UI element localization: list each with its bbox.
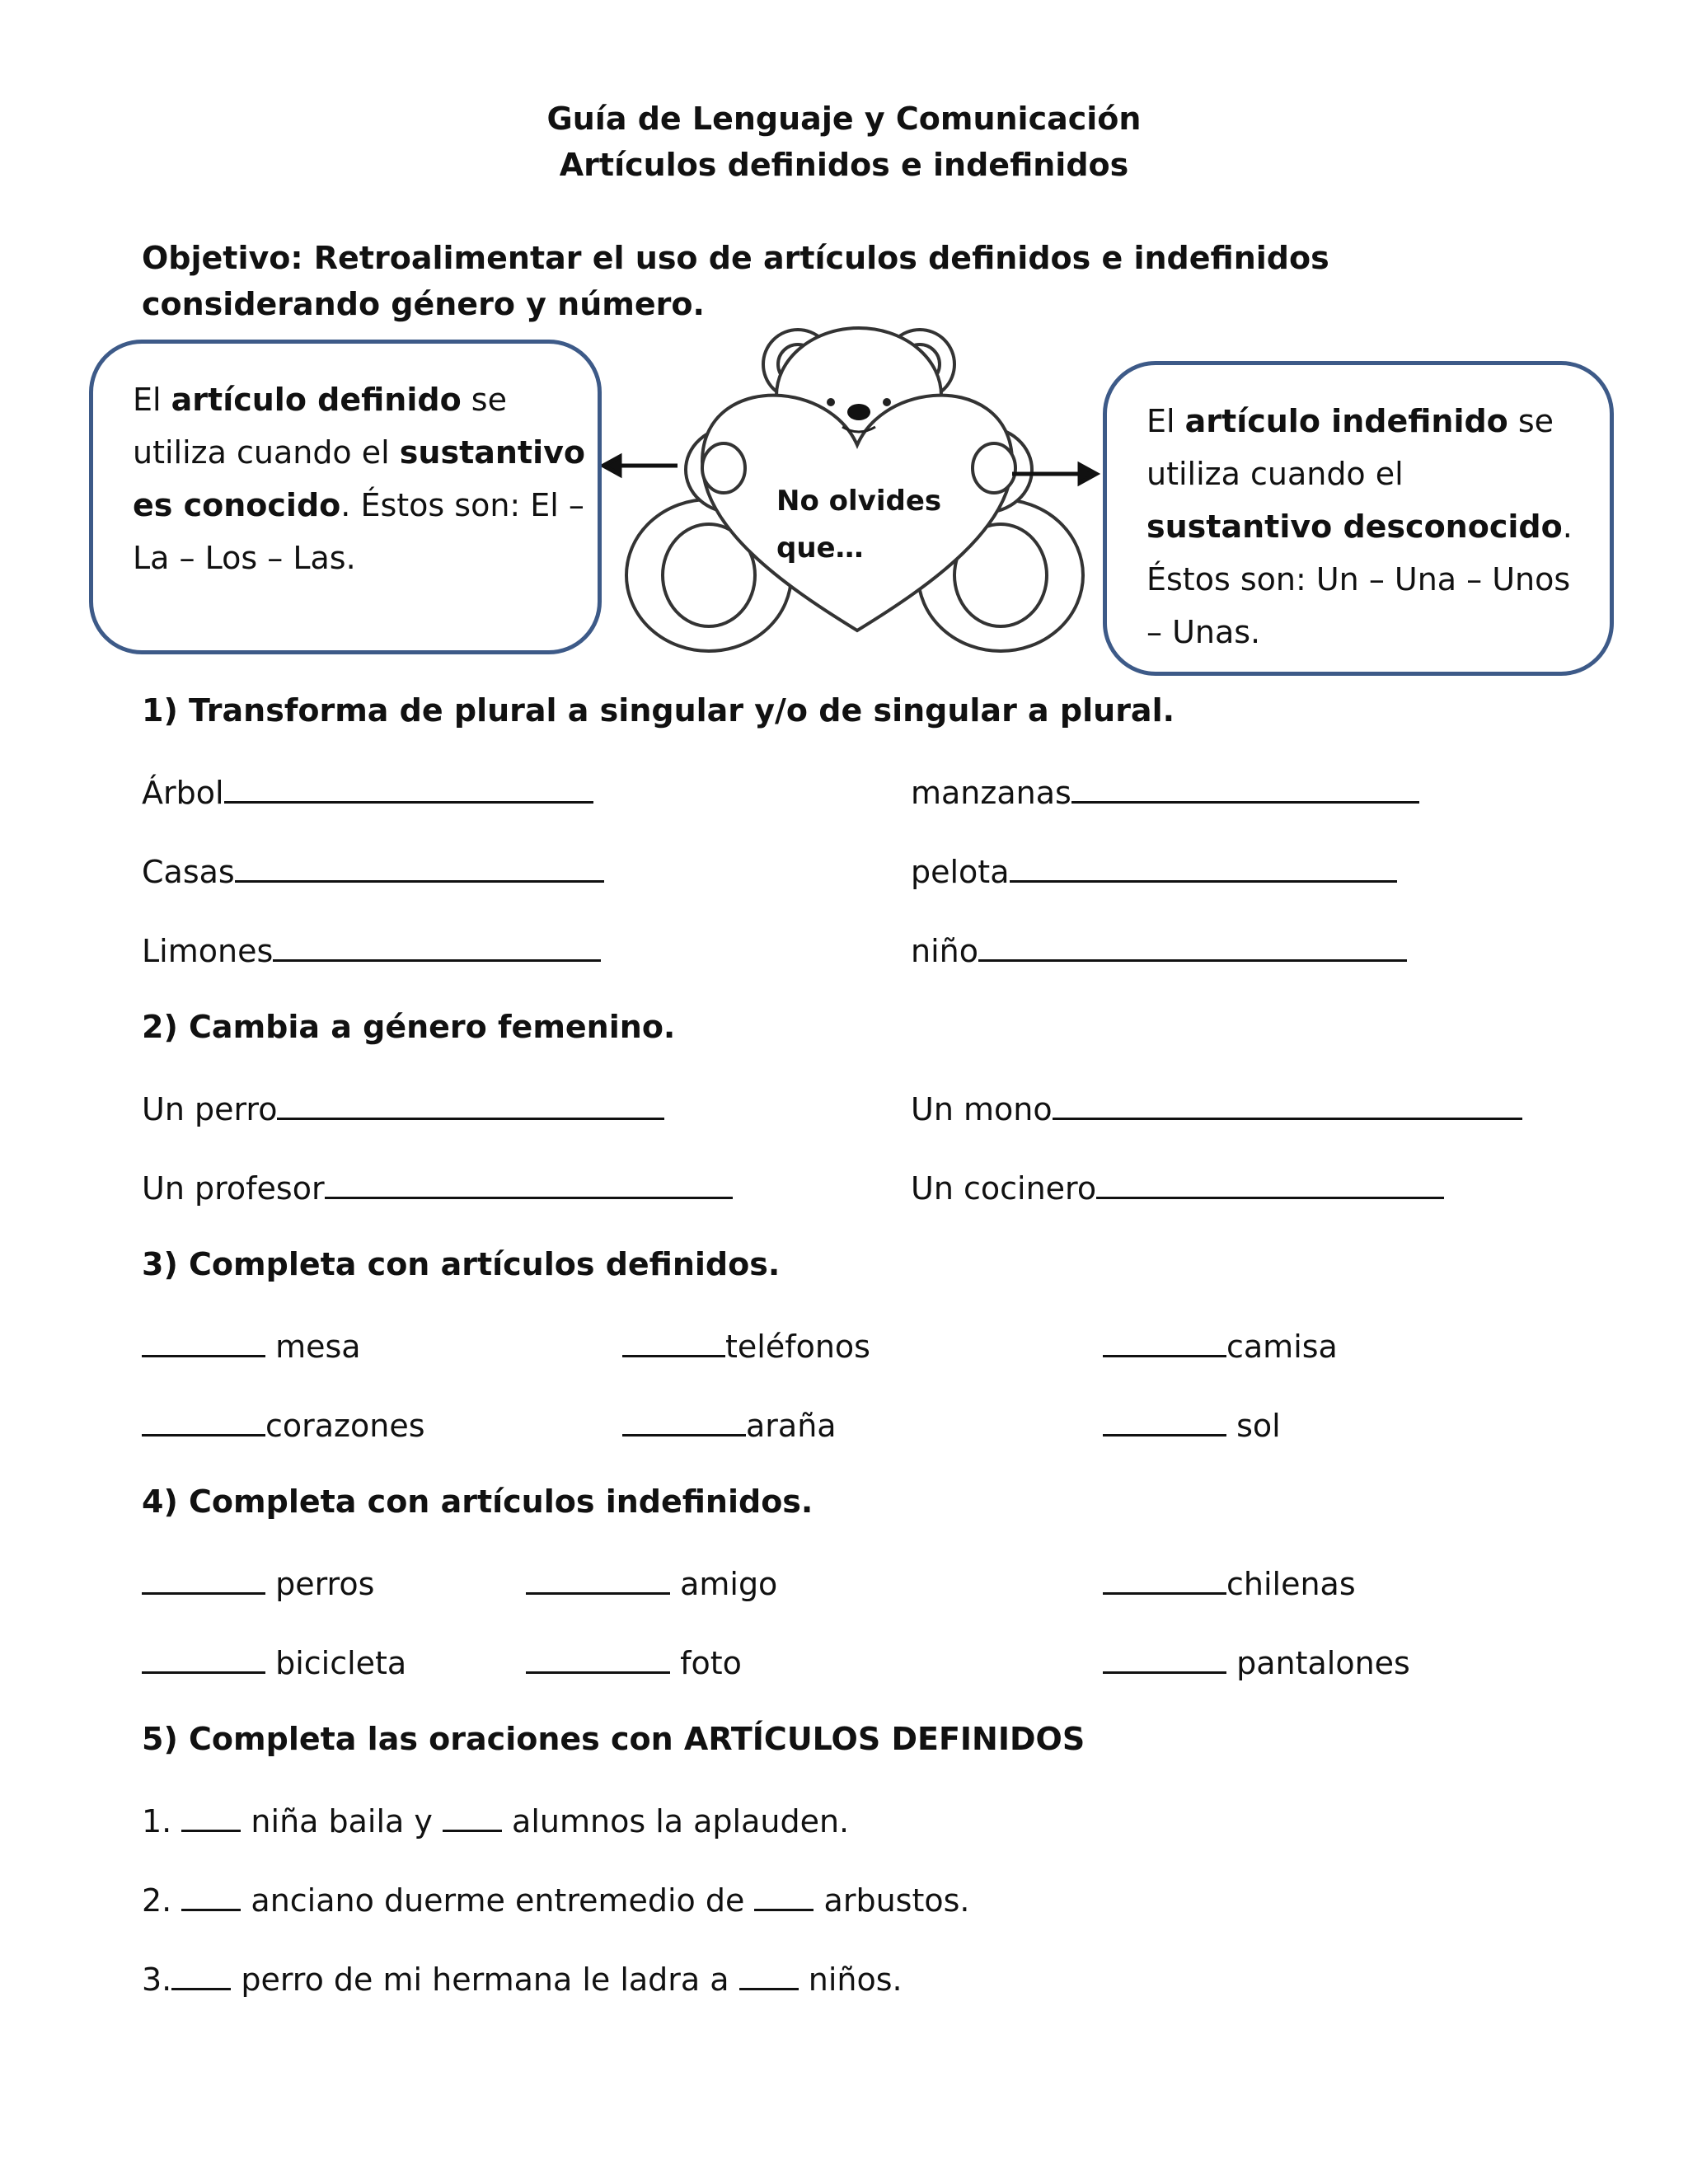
- indefinite-article-text: [1146, 395, 1596, 658]
- sentence-text: perro de mi hermana le ladra a: [231, 1961, 739, 1998]
- item-word: pelota: [911, 854, 1010, 890]
- answer-blank[interactable]: [181, 1800, 241, 1832]
- section-5-heading: 5) Completa las oraciones con ARTÍCULOS DEFINIDOS: [142, 1721, 1085, 1757]
- exercise-item: [142, 1642, 406, 1681]
- indefinite-article-box: [1103, 361, 1614, 676]
- answer-blank[interactable]: [224, 771, 593, 804]
- bear-text-line2: que…: [776, 532, 864, 565]
- sentence-text: alumnos la aplauden.: [501, 1803, 850, 1840]
- answer-blank[interactable]: [754, 1879, 814, 1911]
- item-word: mesa: [265, 1329, 361, 1365]
- answer-blank[interactable]: [1103, 1404, 1226, 1436]
- exercise-item: [911, 771, 1419, 811]
- sentence-item: [142, 1879, 970, 1919]
- item-word: pantalones: [1226, 1645, 1410, 1681]
- box-text-part: El: [133, 382, 171, 418]
- sentence-number: 1.: [142, 1803, 182, 1840]
- item-word: foto: [670, 1645, 742, 1681]
- exercise-item: [142, 1167, 733, 1207]
- item-word: Árbol: [142, 775, 224, 811]
- exercise-item: [911, 930, 1407, 969]
- item-word: niño: [911, 933, 978, 969]
- page-title: Guía de Lenguaje y Comunicación: [546, 101, 1142, 137]
- item-word: camisa: [1226, 1329, 1338, 1365]
- bear-eye-left-icon: [827, 398, 835, 406]
- bear-text-line1: No olvides: [776, 485, 942, 518]
- box-text-part: se utiliza cuando el: [1146, 403, 1554, 492]
- objective-text: Objetivo: Retroalimentar el uso de artículos definidos e indefinidos considerando género y número.: [142, 240, 1329, 322]
- item-word: Un profesor: [142, 1170, 325, 1207]
- exercise-item: [142, 851, 604, 890]
- answer-blank[interactable]: [277, 1088, 664, 1120]
- box-text-part: . Éstos son: El – La – Los – Las.: [133, 487, 584, 576]
- answer-blank[interactable]: [622, 1404, 746, 1436]
- definite-article-text: [133, 373, 594, 584]
- answer-blank[interactable]: [526, 1642, 670, 1674]
- answer-blank[interactable]: [1103, 1325, 1226, 1357]
- exercise-item: [1103, 1404, 1281, 1444]
- bear-eye-right-icon: [883, 398, 891, 406]
- exercise-item: [142, 1404, 425, 1444]
- item-word: manzanas: [911, 775, 1071, 811]
- item-word: perros: [265, 1566, 375, 1602]
- exercise-item: [911, 1088, 1522, 1127]
- exercise-item: [1103, 1642, 1410, 1681]
- exercise-item: [142, 771, 593, 811]
- box-text-part: se utiliza cuando el: [133, 382, 507, 471]
- item-word: Casas: [142, 854, 235, 890]
- answer-blank[interactable]: [1053, 1088, 1522, 1120]
- answer-blank[interactable]: [978, 930, 1407, 962]
- answer-blank[interactable]: [622, 1325, 725, 1357]
- answer-blank[interactable]: [142, 1404, 265, 1436]
- arrow-left-icon: [603, 457, 620, 475]
- exercise-item: [622, 1404, 837, 1444]
- answer-blank[interactable]: [235, 851, 604, 883]
- exercise-item: [911, 1167, 1444, 1207]
- box-text-bold: artículo definido: [171, 382, 462, 418]
- answer-blank[interactable]: [325, 1167, 733, 1199]
- exercise-item: [1103, 1563, 1356, 1602]
- exercise-item: [142, 930, 601, 969]
- box-text-part: El: [1146, 403, 1185, 439]
- box-text-bold: sustantivo desconocido: [1146, 509, 1563, 545]
- answer-blank[interactable]: [526, 1563, 670, 1595]
- item-word: corazones: [265, 1408, 425, 1444]
- answer-blank[interactable]: [443, 1800, 502, 1832]
- section-4-heading: 4) Completa con artículos indefinidos.: [142, 1483, 814, 1520]
- exercise-item: [526, 1642, 742, 1681]
- sentence-number: 2.: [142, 1882, 182, 1919]
- answer-blank[interactable]: [273, 930, 601, 962]
- sentence-text: arbustos.: [814, 1882, 970, 1919]
- answer-blank[interactable]: [171, 1958, 231, 1990]
- answer-blank[interactable]: [1010, 851, 1397, 883]
- sentence-number: 3.: [142, 1961, 172, 1998]
- answer-blank[interactable]: [1096, 1167, 1444, 1199]
- section-3-heading: 3) Completa con artículos definidos.: [142, 1246, 781, 1282]
- page-subtitle: Artículos definidos e indefinidos: [559, 147, 1129, 183]
- exercise-item: [911, 851, 1397, 890]
- exercise-item: [622, 1325, 870, 1365]
- answer-blank[interactable]: [142, 1563, 265, 1595]
- sentence-text: niños.: [798, 1961, 903, 1998]
- box-text-part: . Éstos son: Un – Una – Unos – Unas.: [1146, 509, 1573, 650]
- exercise-item: [142, 1088, 664, 1127]
- sentence-item: [142, 1958, 903, 1998]
- exercise-item: [1103, 1325, 1338, 1365]
- answer-blank[interactable]: [1071, 771, 1419, 804]
- arrow-right-icon: [1080, 465, 1096, 483]
- item-word: Un cocinero: [911, 1170, 1097, 1207]
- section-1-heading: 1) Transforma de plural a singular y/o de singular a plural.: [142, 692, 1175, 729]
- sentence-text: anciano duerme entremedio de: [241, 1882, 755, 1919]
- exercise-item: [142, 1563, 374, 1602]
- item-word: sol: [1226, 1408, 1281, 1444]
- answer-blank[interactable]: [142, 1642, 265, 1674]
- sentence-text: niña baila y: [241, 1803, 443, 1840]
- item-word: teléfonos: [725, 1329, 870, 1365]
- exercise-item: [142, 1325, 361, 1365]
- item-word: Limones: [142, 933, 274, 969]
- answer-blank[interactable]: [142, 1325, 265, 1357]
- section-2-heading: 2) Cambia a género femenino.: [142, 1009, 676, 1045]
- item-word: amigo: [670, 1566, 778, 1602]
- item-word: bicicleta: [265, 1645, 407, 1681]
- item-word: chilenas: [1226, 1566, 1356, 1602]
- answer-blank[interactable]: [181, 1879, 241, 1911]
- bear-nose-icon: [847, 404, 870, 420]
- item-word: Un mono: [911, 1091, 1053, 1127]
- answer-blank[interactable]: [739, 1958, 799, 1990]
- answer-blank[interactable]: [1103, 1642, 1226, 1674]
- answer-blank[interactable]: [1103, 1563, 1226, 1595]
- item-word: Un perro: [142, 1091, 278, 1127]
- item-word: araña: [746, 1408, 837, 1444]
- box-text-bold: sustantivo es conocido: [133, 434, 585, 523]
- box-text-bold: artículo indefinido: [1184, 403, 1508, 439]
- definite-article-box: [89, 340, 602, 654]
- sentence-item: [142, 1800, 849, 1840]
- exercise-item: [526, 1563, 777, 1602]
